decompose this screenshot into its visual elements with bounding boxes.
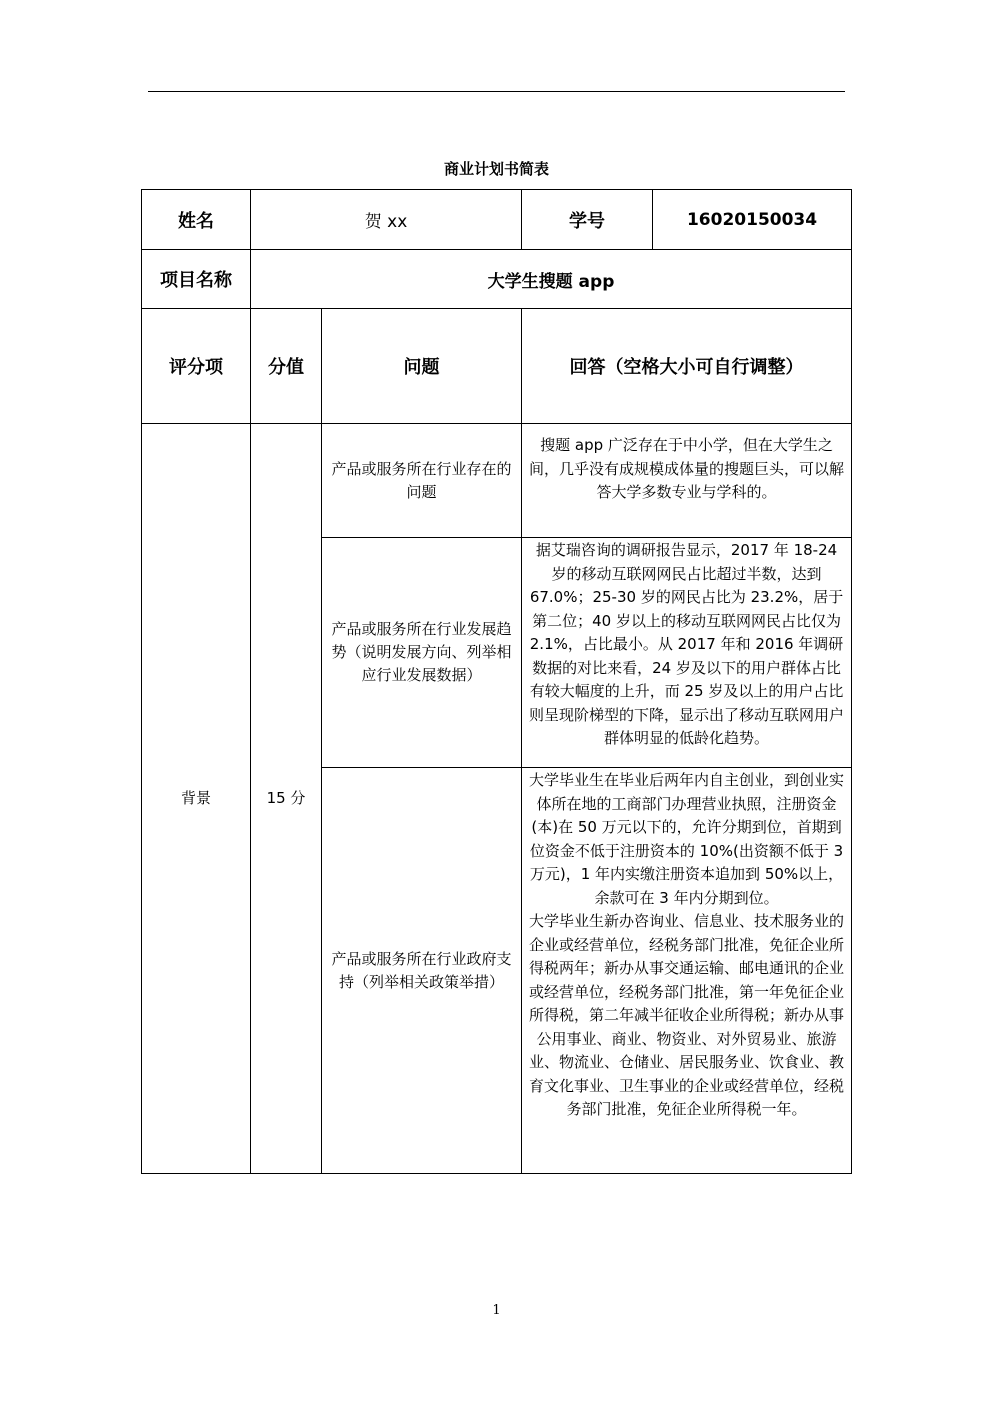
header-row [142,309,852,424]
answer-cell [522,424,852,538]
answer-paragraph: 据艾瑞咨询的调研报告显示，2017 年 18-24 岁的移动互联网网民占比超过半数，达到 67.0%；25-30 岁的网民占比为 23.2%，居于第二位；40 岁以上的移动互联网网民占比仅为 2.1%，占比最小。从 2017 年和 2016 年调研数据的对比来看，24 岁及以下的用户群体占比有较大幅度的上升，而 25 岁及以上的用户占比则呈现阶梯型的下降，显示出了移动互联网用户群体明显的低龄化趋势。 [529,541,845,747]
section-score: 15 分 [251,424,322,1174]
answer-paragraph: 大学毕业生在毕业后两年内自主创业，到创业实体所在地的工商部门办理营业执照，注册资金(本)在 50 万元以下的，允许分期到位，首期到位资金不低于注册资本的 10%(出资额不低于 3 万元)，1 年内实缴注册资本追加到 50%以上，余款可在 3 年内分期到位。 [529,771,845,907]
header-score: 分值 [251,309,322,424]
project-label: 项目名称 [142,250,251,309]
header-question: 问题 [322,309,522,424]
name-label: 姓名 [142,190,251,250]
document-title: 商业计划书简表 [443,160,549,178]
header-answer: 回答（空格大小可自行调整） [522,309,852,424]
header-item: 评分项 [142,309,251,424]
student-id-value: 16020150034 [653,190,852,250]
question-cell: 产品或服务所在行业存在的问题 [322,424,522,538]
header-rule [148,91,845,92]
question-cell: 产品或服务所在行业政府支持（列举相关政策举措） [322,768,522,1174]
answer-cell [522,768,852,1174]
table-row [142,424,852,538]
question-cell: 产品或服务所在行业发展趋势（说明发展方向、列举相应行业发展数据） [322,538,522,768]
answer-paragraph: 大学毕业生新办咨询业、信息业、技术服务业的企业或经营单位，经税务部门批准，免征企业所得税两年；新办从事交通运输、邮电通讯的企业或经营单位，经税务部门批准，第一年免征企业所得税，第二年减半征收企业所得税；新办从事公用事业、商业、物资业、对外贸易业、旅游业、物流业、仓储业、居民服务业、饮食业、教育文化事业、卫生事业的企业或经营单位，经税务部门批准，免征企业所得税一年。 [529,912,845,1118]
answer-paragraph: 搜题 app 广泛存在于中小学，但在大学生之间，几乎没有成规模成体量的搜题巨头，可以解答大学多数专业与学科的。 [529,436,845,501]
info-row-name [142,190,852,250]
name-value: 贺 xx [251,190,522,250]
business-plan-table [141,189,852,1174]
info-row-project [142,250,852,309]
project-value: 大学生搜题 app [251,250,852,309]
student-id-label: 学号 [522,190,653,250]
answer-cell [522,538,852,768]
section-item: 背景 [142,424,251,1174]
page-number: 1 [492,1303,501,1318]
